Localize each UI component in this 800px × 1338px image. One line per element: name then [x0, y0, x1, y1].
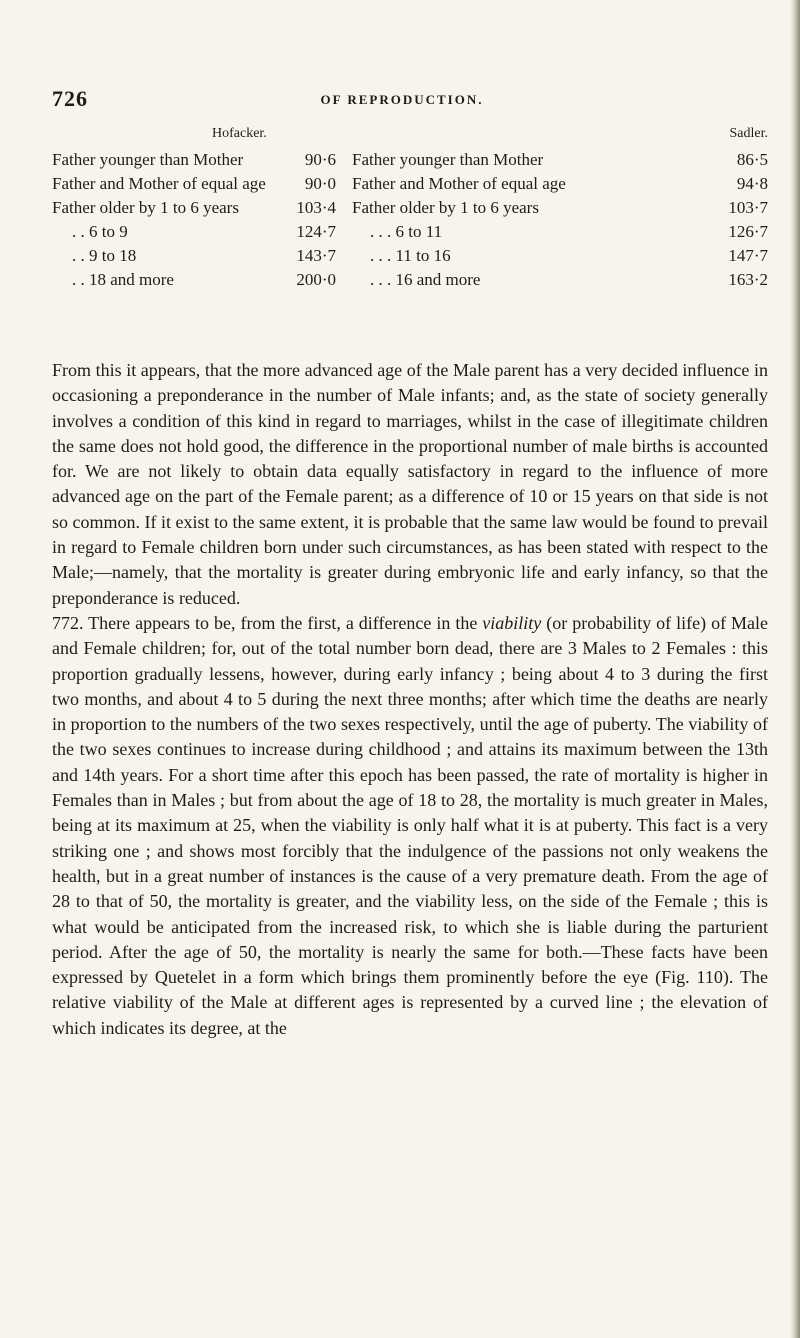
right-label: . . . 16 and more: [370, 270, 481, 289]
right-label: . . . 6 to 11: [370, 222, 443, 241]
source-hofacker: Hofacker.: [212, 126, 267, 141]
running-title: OF REPRODUCTION.: [320, 92, 484, 107]
right-label: . . . 11 to 16: [370, 246, 451, 265]
left-value: 124·7: [296, 222, 336, 241]
left-label: Father older by 1 to 6 years: [52, 198, 239, 217]
left-value: 200·0: [296, 270, 336, 289]
left-label: . . 9 to 18: [72, 246, 137, 265]
running-head: [52, 86, 752, 112]
table-row: [52, 222, 768, 244]
right-value: 163·2: [728, 270, 768, 289]
left-value: 103·4: [296, 198, 336, 217]
right-value: 86·5: [736, 150, 768, 169]
left-label: . . 18 and more: [72, 270, 174, 289]
right-label: Father and Mother of equal age: [352, 174, 566, 193]
paragraph-772: [52, 611, 768, 1041]
body-text: [52, 358, 768, 1041]
table-row: [52, 246, 768, 268]
table-row: [52, 198, 768, 220]
left-value: 90·0: [304, 174, 336, 193]
right-value: 126·7: [728, 222, 768, 241]
left-label: . . 6 to 9: [72, 222, 128, 241]
right-label: Father younger than Mother: [352, 150, 544, 169]
source-sadler: Sadler.: [729, 126, 768, 141]
section-number: 772.: [52, 612, 84, 633]
table-row: [52, 174, 768, 196]
left-label: Father and Mother of equal age: [52, 174, 266, 193]
table-row: [52, 270, 768, 292]
paragraph: From this it appears, that the more advanced age of the Male parent has a very decided influence in occasioning a preponderance in the number of Male infants; and, as the state of society generally involves a condition of this kind in regard to marriages, whilst in the case of illegitimate children the same does not hold good, the difference in the proportional number of male births is accounted for. We are not likely to obtain data equally satisfactory in regard to the influence of more advanced age on the part of the Female parent; as a difference of 10 or 15 years on that side is not so common. If it exist to the same extent, it is probable that the same law would be found to prevail in regard to Female children born under such circumstances, as has been stated with respect to the Male;—namely, that the mortality is greater during embryonic life and early infancy, so that the preponderance is reduced.: [52, 360, 768, 608]
right-value: 147·7: [728, 246, 768, 265]
left-value: 90·6: [304, 150, 336, 169]
page-number: 726: [52, 86, 88, 111]
table-row: [52, 150, 768, 172]
paragraph-text: There appears to be, from the first, a difference in the: [88, 612, 478, 633]
page-edge-shadow: [790, 0, 800, 1338]
right-value: 94·8: [736, 174, 768, 193]
right-value: 103·7: [728, 198, 768, 217]
left-value: 143·7: [296, 246, 336, 265]
right-label: Father older by 1 to 6 years: [352, 198, 539, 217]
paragraph-text: (or probability of life) of Male and Female children; for, out of the total number born dead, there are 3 Males to 2 Females : this proportion gradually lessens, however, during early infancy ; being about 4 to 3 during the first two months, and about 4 to 5 during the next three months; after which time the deaths are nearly in proportion to the numbers of the two sexes respectively, until the age of puberty. The viability of the two sexes continues to increase during childhood ; and attains its maximum between the 13th and 14th years. For a short time after this epoch has been passed, the rate of mortality is higher in Females than in Males ; but from about the age of 18 to 28, the mortality is much greater in Males, being at its maximum at 25, when the viability is only half what it is at puberty. This fact is a very striking one ; and shows most forcibly that the indulgence of the passions not only weakens the health, but in a great number of instances is the cause of a very premature death. From the age of 28 to that of 50, the mortality is greater, and the viability less, on the side of the Female ; this is what would be anticipated from the increased risk, to which she is liable during the parturient period. After the age of 50, the mortality is nearly the same for both.—These facts have been expressed by Quetelet in a form which brings them prominently before the eye (Fig. 110). The relative viability of the Male at different ages is represented by a curved line ; the elevation of which indicates its degree, at the: [52, 612, 769, 1038]
left-label: Father younger than Mother: [52, 150, 244, 169]
emphasis-viability: viability: [482, 612, 542, 633]
